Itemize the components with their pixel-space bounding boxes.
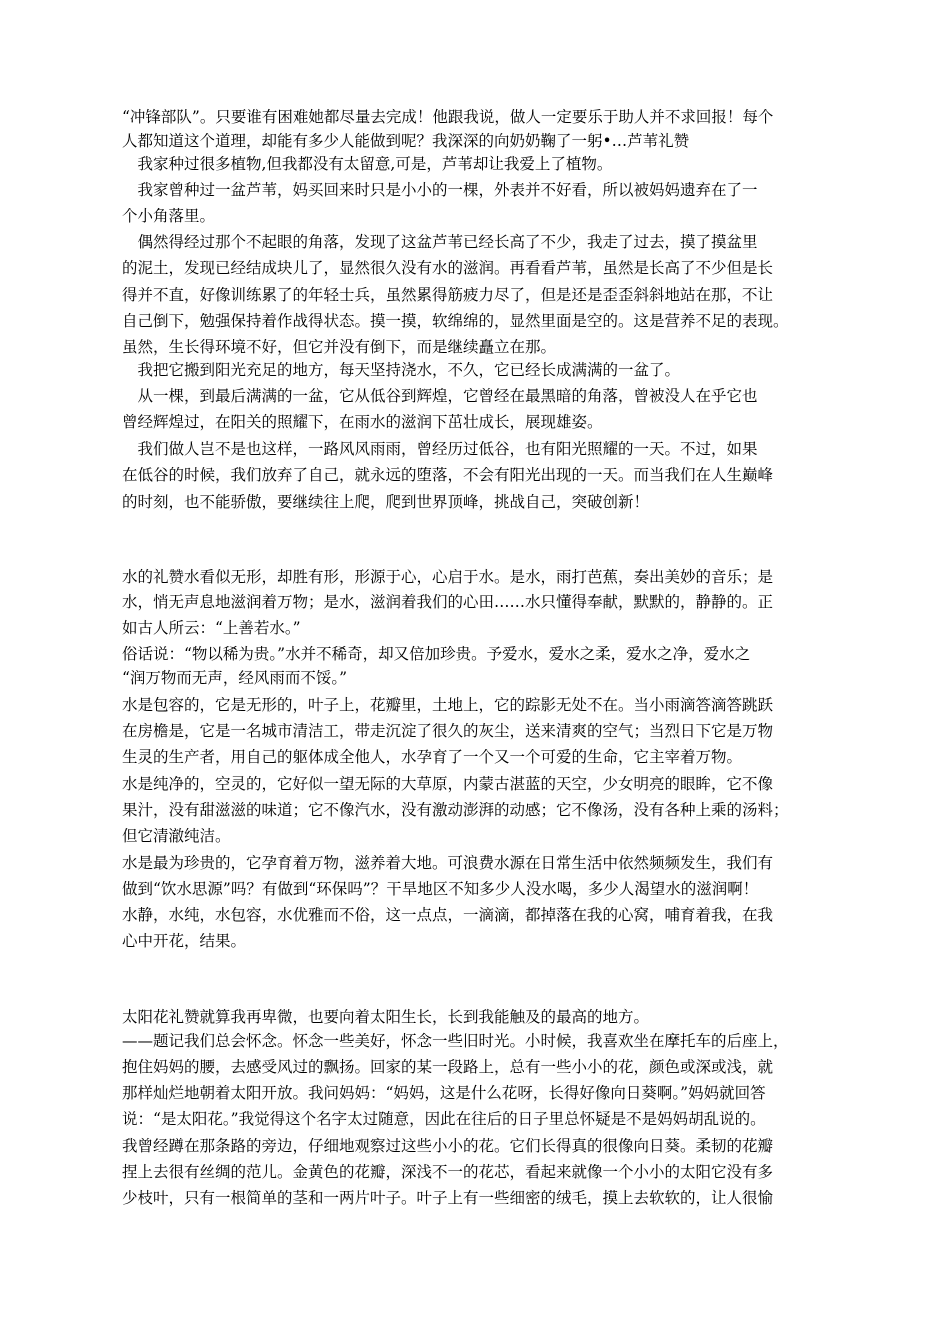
text-line: 少枝叶，只有一根简单的茎和一两片叶子。叶子上有一些细密的绒毛，摸上去软软的，让人很愉 [122, 1189, 774, 1207]
text-line: 水是纯净的，空灵的，它好似一望无际的大草原，内蒙古湛蓝的天空，少女明亮的眼眸，它不像 [122, 775, 774, 793]
text-line: 捏上去很有丝绸的范儿。金黄色的花瓣，深浅不一的花芯，看起来就像一个小小的太阳它没有多 [122, 1163, 774, 1181]
text-line: 但它清澈纯洁。 [122, 827, 231, 845]
text-line: 太阳花礼赞就算我再卑微，也要向着太阳生长，长到我能触及的最高的地方。 [122, 1008, 650, 1026]
text-line: 水静，水纯，水包容，水优雅而不俗，这一点点，一滴滴，都掉落在我的心窝，哺育着我，在我 [122, 906, 774, 924]
text-line: 做到“饮水思源”吗？有做到“环保吗”？干旱地区不知多少人没水喝，多少人渴望水的滋润啊！ [122, 880, 759, 898]
text-line: 水的礼赞水看似无形，却胜有形，形源于心，心启于水。是水，雨打芭蕉，奏出美妙的音乐；是 [122, 568, 774, 586]
text-line: 自己倒下，勉强保持着作战得状态。摸一摸，软绵绵的，显然里面是空的。这是营养不足的表现。 [122, 312, 789, 330]
text-line: 个小角落里。 [122, 207, 216, 225]
text-line: 在房檐是，它是一名城市清洁工，带走沉淀了很久的灰尘，送来清爽的空气；当烈日下它是万物 [122, 722, 774, 740]
text-line: 水是包容的，它是无形的，叶子上，花瓣里，土地上，它的踪影无处不在。当小雨滴答滴答跳跃 [122, 696, 774, 714]
text-line: 那样灿烂地朝着太阳开放。我问妈妈：“妈妈，这是什么花呀，长得好像向日葵啊。”妈妈就回答 [122, 1084, 766, 1102]
text-line: 的泥土，发现已经结成块儿了，显然很久没有水的滋润。再看看芦苇，虽然是长高了不少但是长 [122, 259, 774, 277]
text-line: 人都知道这个道理，却能有多少人能做到呢？我深深的向奶奶鞠了一躬•…芦苇礼赞 [122, 132, 690, 150]
text-line: ——题记我们总会怀念。怀念一些美好，怀念一些旧时光。小时候，我喜欢坐在摩托车的后座上， [122, 1032, 789, 1050]
text-line: 生灵的生产者，用自己的躯体成全他人，水孕育了一个又一个可爱的生命，它主宰着万物。 [122, 748, 743, 766]
text-line: 水，悄无声息地滋润着万物；是水，滋润着我们的心田……水只懂得奉献，默默的，静静的。正 [122, 593, 774, 611]
text-line: 得并不直，好像训练累了的年轻士兵，虽然累得筋疲力尽了，但是还是歪歪斜斜地站在那，不让 [122, 286, 774, 304]
text-line: 果汁，没有甜滋滋的味道；它不像汽水，没有激动澎湃的动感；它不像汤，没有各种上乘的汤料； [122, 801, 789, 819]
text-line: 我曾经蹲在那条路的旁边，仔细地观察过这些小小的花。它们长得真的很像向日葵。柔韧的花瓣 [122, 1137, 774, 1155]
text-line: 曾经辉煌过，在阳关的照耀下，在雨水的滋润下茁壮成长，展现雄姿。 [122, 413, 603, 431]
text-line: 说：“是太阳花。”我觉得这个名字太过随意，因此在往后的日子里总怀疑是不是妈妈胡乱说的。 [122, 1110, 766, 1128]
text-line: 心中开花，结果。 [122, 932, 247, 950]
text-line: 如古人所云：“上善若水。” [122, 619, 301, 637]
text-line: 偶然得经过那个不起眼的角落，发现了这盆芦苇已经长高了不少，我走了过去，摸了摸盆里 [122, 233, 758, 251]
text-line: “冲锋部队”。只要谁有困难她都尽量去完成！他跟我说，做人一定要乐于助人并不求回报！每个 [122, 108, 774, 126]
text-line: 在低谷的时候，我们放弃了自己，就永远的堕落，不会有阳光出现的一天。而当我们在人生巅峰 [122, 466, 774, 484]
text-line: 我们做人岂不是也这样，一路风风雨雨，曾经历过低谷，也有阳光照耀的一天。不过，如果 [122, 440, 758, 458]
text-line: “润万物而无声，经风雨而不馁。” [122, 669, 348, 687]
text-line: 我把它搬到阳光充足的地方，每天坚持浇水，不久，它已经长成满满的一盆了。 [122, 361, 681, 379]
text-line: 从一棵，到最后满满的一盆，它从低谷到辉煌，它曾经在最黑暗的角落，曾被没人在乎它也 [122, 387, 758, 405]
text-line: 我家曾种过一盆芦苇，妈买回来时只是小小的一棵，外表并不好看，所以被妈妈遗弃在了一 [122, 181, 758, 199]
text-line: 抱住妈妈的腰，去感受风过的飘扬。回家的某一段路上，总有一些小小的花，颜色或深或浅，就 [122, 1058, 774, 1076]
text-line: 的时刻，也不能骄傲，要继续往上爬，爬到世界顶峰，挑战自己，突破创新！ [122, 493, 650, 511]
text-line: 虽然，生长得环境不好，但它并没有倒下，而是继续矗立在那。 [122, 338, 557, 356]
text-line: 水是最为珍贵的，它孕育着万物，滋养着大地。可浪费水源在日常生活中依然频频发生，我们有 [122, 854, 774, 872]
text-line: 我家种过很多植物,但我都没有太留意,可是，芦苇却让我爱上了植物。 [122, 155, 613, 173]
text-line: 俗话说：“物以稀为贵。”水并不稀奇，却又倍加珍贵。予爱水，爱水之柔，爱水之净，爱水之 [122, 645, 751, 663]
